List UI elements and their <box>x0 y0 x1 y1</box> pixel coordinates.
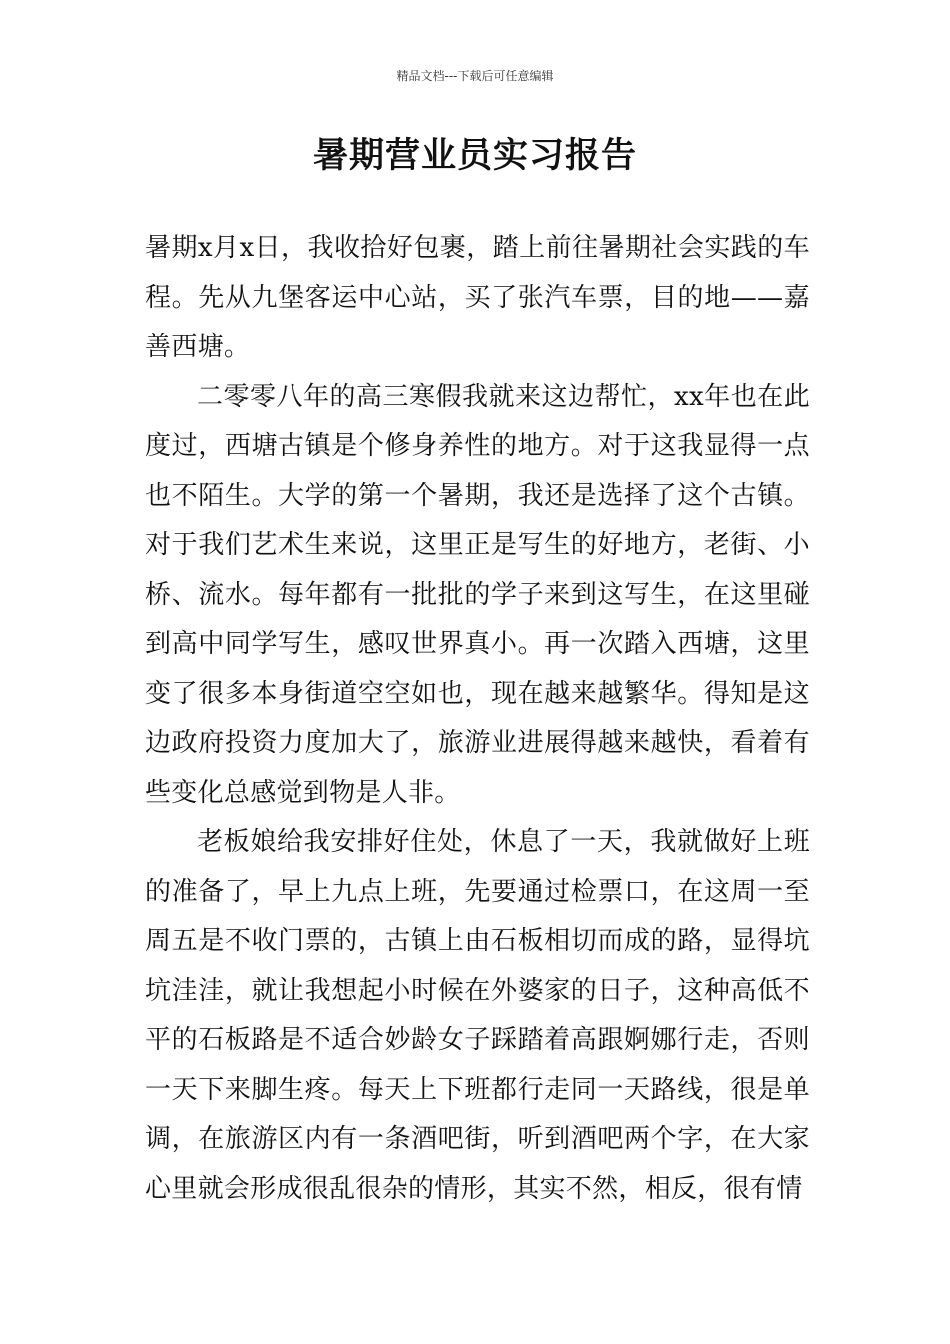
page-title: 暑期营业员实习报告 <box>312 136 637 176</box>
paragraph-3: 老板娘给我安排好住处，休息了一天，我就做好上班的准备了，早上九点上班，先要通过检票口，在这周一至周五是不收门票的，古镇上由石板相切而成的路，显得坑坑洼洼，就让我想起小时候在外婆家的日子，这种高低不平的石板路是不适合妙龄女子踩踏着高跟婀娜行走，否则一天下来脚生疼。每天上下班都行走同一天路线，很是单调，在旅游区内有一条酒吧街，听到酒吧两个字，在大家心里就会形成很乱很杂的情形，其实不然，相反，很有情 <box>145 827 810 1204</box>
body-text <box>145 224 810 1214</box>
header-note: 精品文档---下载后可任意编辑 <box>396 69 554 83</box>
paragraph-1: 暑期x月x日，我收拾好包裹，踏上前往暑期社会实践的车程。先从九堡客运中心站，买了张汽车票，目的地——嘉善西塘。 <box>145 233 810 362</box>
paragraph-2: 二零零八年的高三寒假我就来这边帮忙，xx年也在此度过，西塘古镇是个修身养性的地方。对于这我显得一点也不陌生。大学的第一个暑期，我还是选择了这个古镇。对于我们艺术生来说，这里正是写生的好地方，老街、小桥、流水。每年都有一批批的学子来到这写生，在这里碰到高中同学写生，感叹世界真小。再一次踏入西塘，这里变了很多本身街道空空如也，现在越来越繁华。得知是这边政府投资力度加大了，旅游业进展得越来越快，看着有些变化总感觉到物是人非。 <box>145 381 810 808</box>
